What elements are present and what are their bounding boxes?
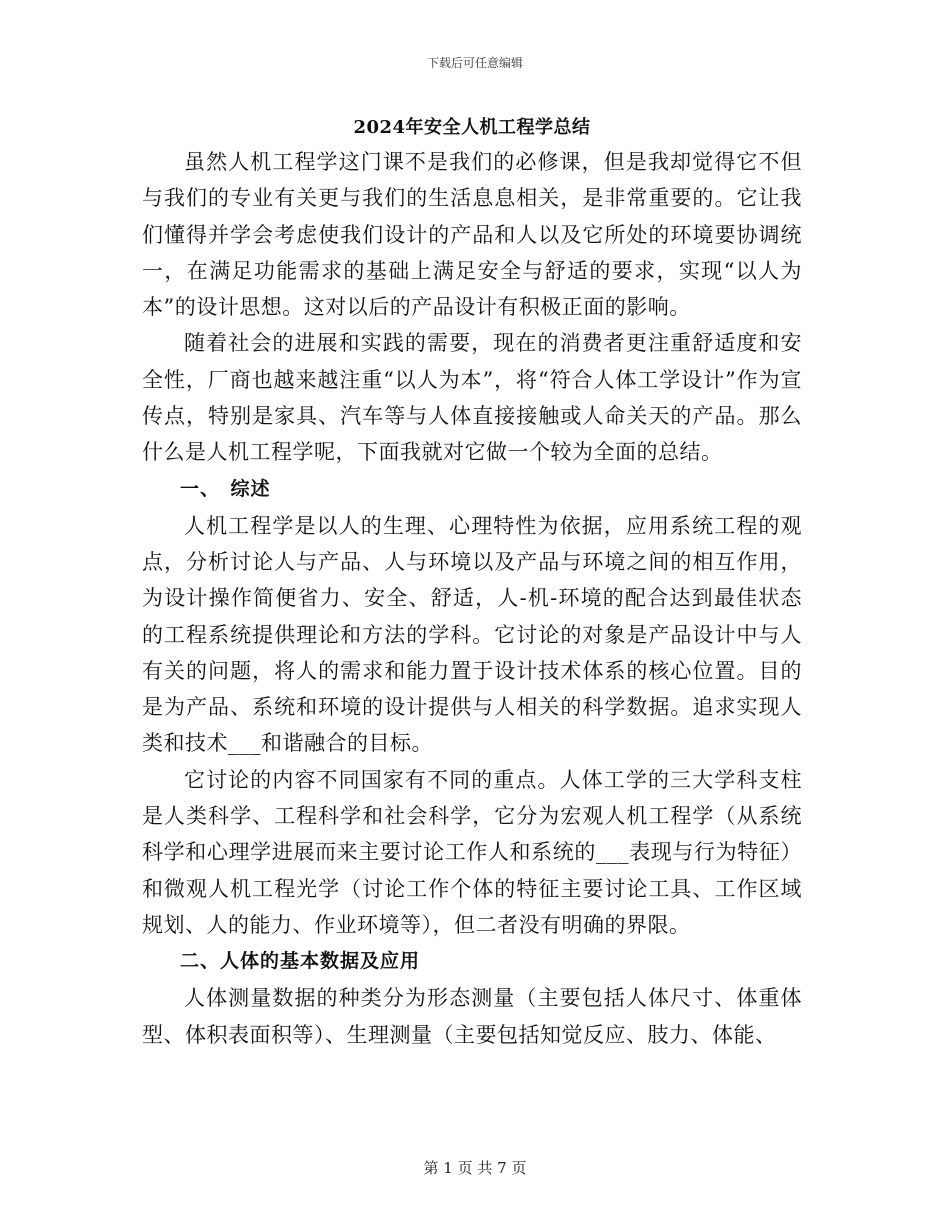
paragraph-measurement: 人体测量数据的种类分为形态测量（主要包括人体尺寸、体重体型、体积表面积等）、生理测量（主要包括知觉反应、肢力、体能、 <box>142 986 802 1047</box>
page-footer: 第 1 页 共 7 页 <box>423 1159 527 1177</box>
page-header: 下载后可任意编辑 <box>426 56 523 70</box>
paragraph-background: 随着社会的进展和实践的需要，现在的消费者更注重舒适度和安全性，厂商也越来越注重“以人为本”，将“符合人体工学设计”作为宣传点，特别是家具、汽车等与人体直接接触或人命关天的产品。那么什么是人机工程学呢，下面我就对它做一个较为全面的总结。 <box>142 331 802 465</box>
paragraph-research-content: 它讨论的内容不同国家有不同的重点。人体工学的三大学科支柱是人类科学、工程科学和社会科学，它分为宏观人机工程学（从系统科学和心理学进展而来主要讨论工作人和系统的___表现与行为特征）和微观人机工程光学（讨论工作个体的特征主要讨论工具、工作区域规划、人的能力、作业环境等），但二者没有明确的界限。 <box>142 767 802 937</box>
paragraph-intro: 虽然人机工程学这门课不是我们的必修课，但是我却觉得它不但与我们的专业有关更与我们的生活息息相关，是非常重要的。它让我们懂得并学会考虑使我们设计的产品和人以及它所处的环境要协调统一，在满足功能需求的基础上满足安全与舒适的要求，实现“以人为本”的设计思想。这对以后的产品设计有积极正面的影响。 <box>142 150 802 320</box>
section-heading-body-data: 二、人体的基本数据及应用 <box>180 950 421 973</box>
document-body <box>142 112 802 1053</box>
paragraph-definition: 人机工程学是以人的生理、心理特性为依据，应用系统工程的观点，分析讨论人与产品、人与环境以及产品与环境之间的相互作用，为设计操作简便省力、安全、舒适，人-机-环境的配合达到最佳状态的工程系统提供理论和方法的学科。它讨论的对象是产品设计中与人有关的问题，将人的需求和能力置于设计技术体系的核心位置。目的是为产品、系统和环境的设计提供与人相关的科学数据。追求实现人类和技术___和谐融合的目标。 <box>142 513 802 756</box>
document-title: 2024年安全人机工程学总结 <box>353 117 591 138</box>
section-heading-overview: 一、 综述 <box>180 477 271 500</box>
